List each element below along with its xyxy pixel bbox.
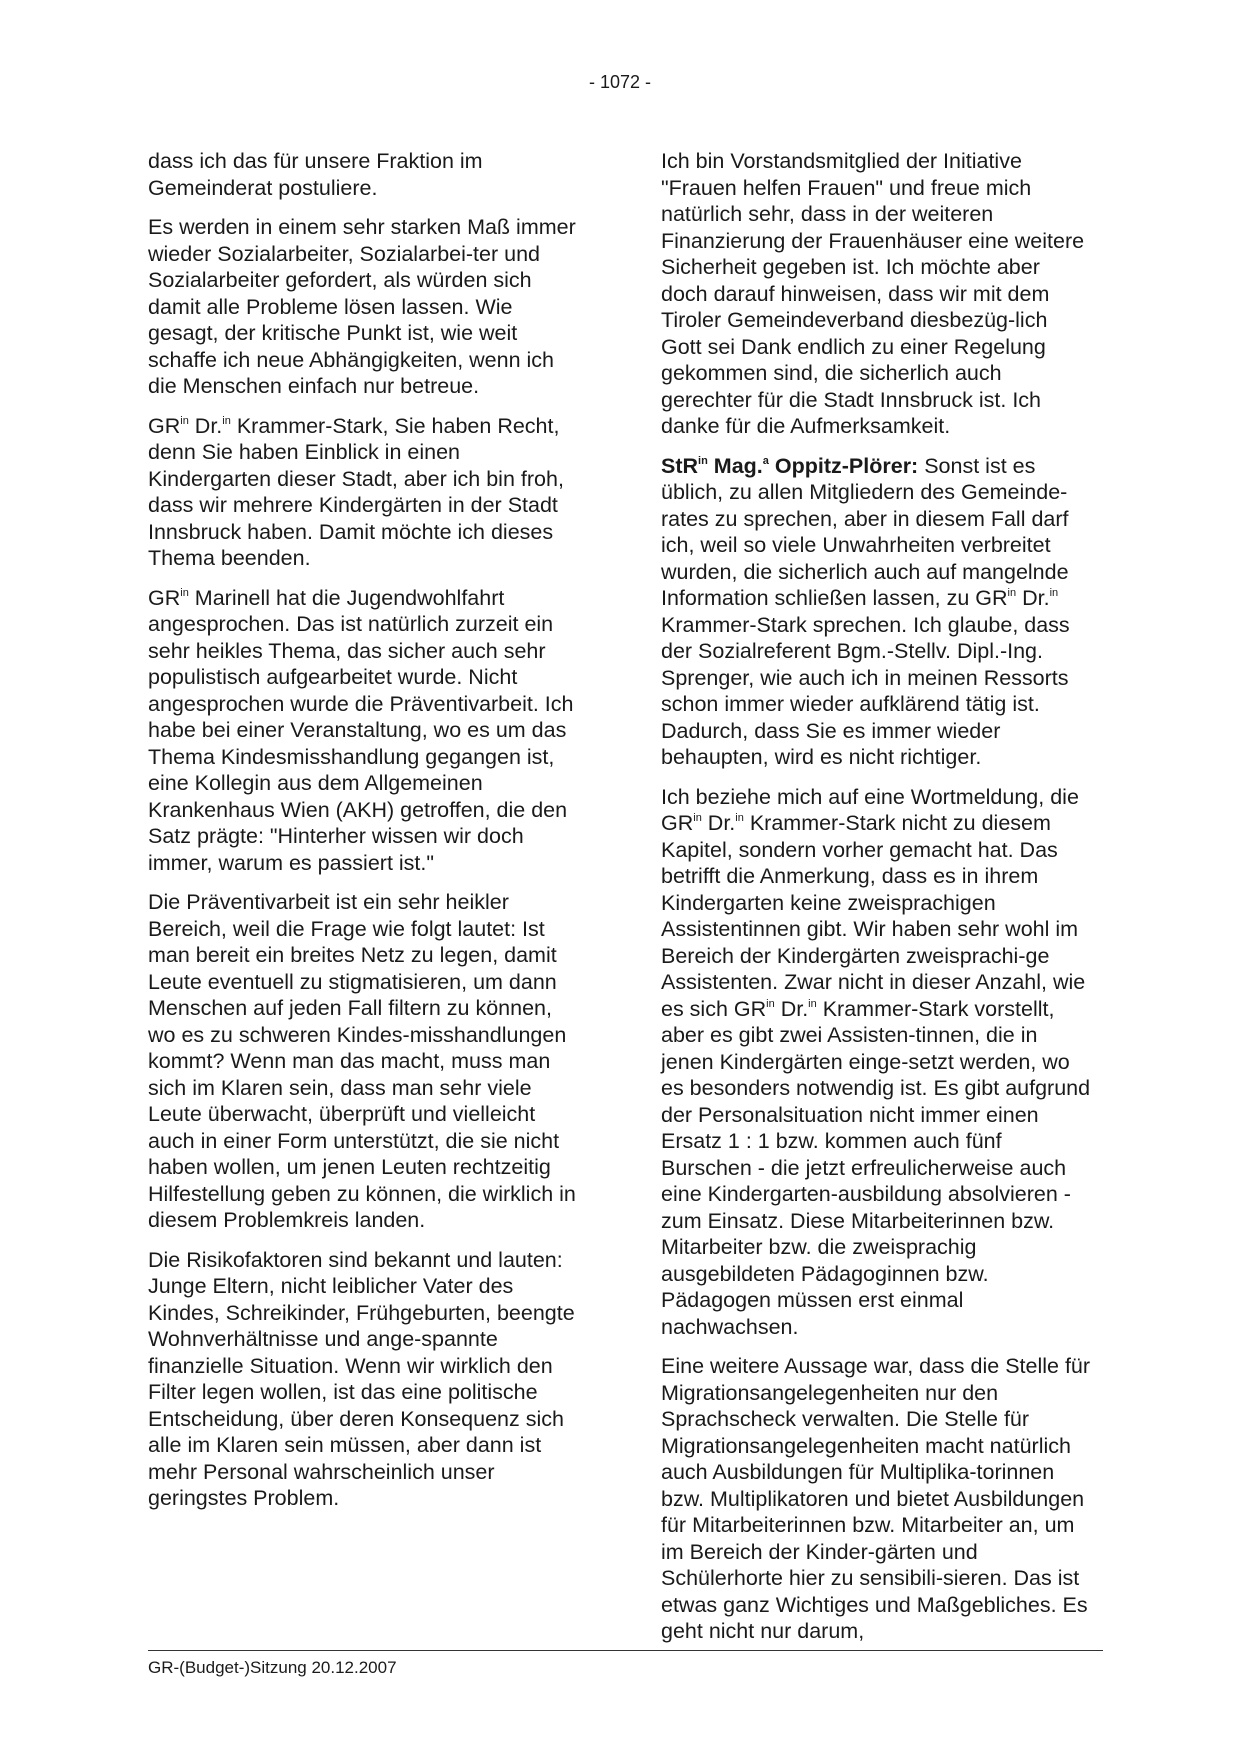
- paragraph: Eine weitere Aussage war, dass die Stelle für Migrationsangelegenheiten nur den Sprachscheck verwalten. Die Stelle für Migrationsangelegenheiten macht natürlich auch Ausbildungen für Multiplika-torinnen bzw. Multiplikatoren und bietet Ausbildungen für Mitarbeiterinnen bzw. Mitarbeiter an, um im Bereich der Kinder-gärten und Schülerhorte hier zu sensibili-sieren. Das ist etwas ganz Wichtiges und Maßgebliches. Es geht nicht nur darum,: [661, 1354, 1091, 1643]
- superscript: in: [180, 586, 189, 599]
- title-abbrev: GR: [148, 413, 181, 438]
- title-abbrev: Dr.: [780, 996, 809, 1021]
- paragraph-text: Ich beziehe mich auf eine Wortmeldung, die GR: [661, 784, 1079, 835]
- paragraph: [148, 413, 578, 572]
- superscript: in: [766, 997, 775, 1010]
- superscript: in: [1007, 587, 1017, 599]
- paragraph: dass ich das für unsere Fraktion im Gemeinderat postuliere.: [148, 149, 483, 200]
- paragraph: [148, 585, 578, 877]
- right-column: [661, 148, 1091, 1658]
- superscript: in: [693, 812, 702, 824]
- superscript: in: [808, 997, 817, 1010]
- paragraph-text: Krammer-Stark, Sie haben Recht, denn Sie haben Einblick in einen Kindergarten dieser Stadt, aber ich bin froh, dass wir mehrere Kindergärten in der Stadt Innsbruck haben. Damit möchte ich dieses Thema beenden.: [148, 413, 564, 570]
- footer-divider: [148, 1650, 1103, 1651]
- title-abbrev: Dr.: [1022, 586, 1050, 610]
- paragraph: Die Präventivarbeit ist ein sehr heikler Bereich, weil die Frage wie folgt lautet: Ist man bereit ein breites Netz zu legen, damit Leute eventuell zu stigmatisieren, um dann Menschen auf jeden Fall filtern zu können, wo es zu schweren Kindes-misshandlungen kommt? Wenn man das macht, muss man sich im Klaren sein, dass man sehr viele Leute überwacht, überprüft und vielleicht auch in einer Form unterstützt, die sie nicht haben wollen, um jenen Leuten rechtzeitig Hilfestellung geben zu können, die wirklich in diesem Problemkreis landen.: [148, 890, 576, 1232]
- superscript: in: [222, 414, 231, 427]
- superscript: in: [180, 414, 189, 427]
- paragraph: Ich bin Vorstandsmitglied der Initiative "Frauen helfen Frauen" und freue mich natürlich sehr, dass in der weiteren Finanzierung der Frauenhäuser eine weitere Sicherheit gegeben ist. Ich möchte aber doch darauf hinweisen, dass wir mit dem Tiroler Gemeindeverband diesbezüg-lich Gott sei Dank endlich zu einer Regelung gekommen sind, die sicherlich auch gerechter für die Stadt Innsbruck ist. Ich danke für die Aufmerksamkeit.: [661, 149, 1085, 438]
- superscript: in: [1049, 587, 1059, 599]
- title-abbrev: Dr.: [194, 413, 223, 438]
- paragraph: [661, 453, 1091, 771]
- paragraph-text: Sonst ist es üblich, zu allen Mitgliedern des Gemeinde-rates zu sprechen, aber in diesem Fall darf ich, weil so viele Unwahrheiten verbreitet wurden, die sicherlich auch auf mangelnde Information schließen lassen, zu GR: [661, 453, 1069, 610]
- speaker-name: StR$^{in}$ Mag.$^a$ Oppitz-Plörer:: [661, 453, 919, 478]
- paragraph-text: Krammer-Stark sprechen. Ich glaube, dass der Sozialreferent Bgm.-Stellv. Dipl.-Ing. Sprenger, wie auch ich in meinen Ressorts schon immer wieder aufklärend tätig ist. Dadurch, dass Sie es immer wieder behaupten, wird es nicht richtiger.: [661, 612, 1070, 769]
- title-abbrev: GR: [148, 585, 181, 610]
- page-number: - 1072 -: [588, 72, 652, 92]
- left-column: [148, 148, 578, 1525]
- paragraph: Es werden in einem sehr starken Maß immer wieder Sozialarbeiter, Sozialarbei-ter und Sozialarbeiter gefordert, als würden sich damit alle Probleme lösen lassen. Wie gesagt, der kritische Punkt ist, wie weit schaffe ich neue Abhängigkeiten, wenn ich die Menschen einfach nur betreue.: [148, 215, 576, 398]
- paragraph-text: Krammer-Stark vorstellt, aber es gibt zwei Assisten-tinnen, die in jenen Kindergärten einge-setzt werden, wo es besonders notwendig ist. Es gibt aufgrund der Personalsituation nicht immer einen Ersatz 1 : 1 bzw. kommen auch fünf Burschen - die jetzt erfreulicherweise auch eine Kindergarten-ausbildung absolvieren - zum Einsatz. Diese Mitarbeiterinnen bzw. Mitarbeiter bzw. die zweisprachig ausgebildeten Pädagoginnen bzw. Pädagogen müssen erst einmal nachwachsen.: [661, 996, 1091, 1339]
- superscript: in: [735, 812, 744, 824]
- title-abbrev: Dr.: [707, 811, 736, 835]
- paragraph-text: Krammer-Stark nicht zu diesem Kapitel, sondern vorher gemacht hat. Das betrifft die Anmerkung, dass es in ihrem Kindergarten keine zweisprachigen Assistentinnen gibt. Wir haben sehr wohl im Bereich der Kindergärten zweisprachi-ge Assistenten. Zwar nicht in dieser Anzahl, wie es sich GR: [661, 811, 1086, 1021]
- footer: GR-(Budget-)Sitzung 20.12.2007: [148, 1658, 397, 1677]
- paragraph-text: Marinell hat die Jugendwohlfahrt angesprochen. Das ist natürlich zurzeit ein sehr heikles Thema, das sicher auch sehr populistisch aufgearbeitet wurde. Nicht angesprochen wurde die Präventivarbeit. Ich habe bei einer Veranstaltung, wo es um das Thema Kindesmisshandlung gegangen ist, eine Kollegin aus dem Allgemeinen Krankenhaus Wien (AKH) getroffen, die den Satz prägte: "Hinterher wissen wir doch immer, warum es passiert ist.": [148, 585, 574, 875]
- paragraph: [661, 784, 1091, 1341]
- paragraph: Die Risikofaktoren sind bekannt und lauten: Junge Eltern, nicht leiblicher Vater des Kindes, Schreikinder, Frühgeburten, beengte Wohnverhältnisse und ange-spannte finanzielle Situation. Wenn wir wirklich den Filter legen wollen, ist das eine politische Entscheidung, über deren Konsequenz sich alle im Klaren sein müssen, aber dann ist mehr Personal wahrscheinlich unser geringstes Problem.: [148, 1247, 575, 1510]
